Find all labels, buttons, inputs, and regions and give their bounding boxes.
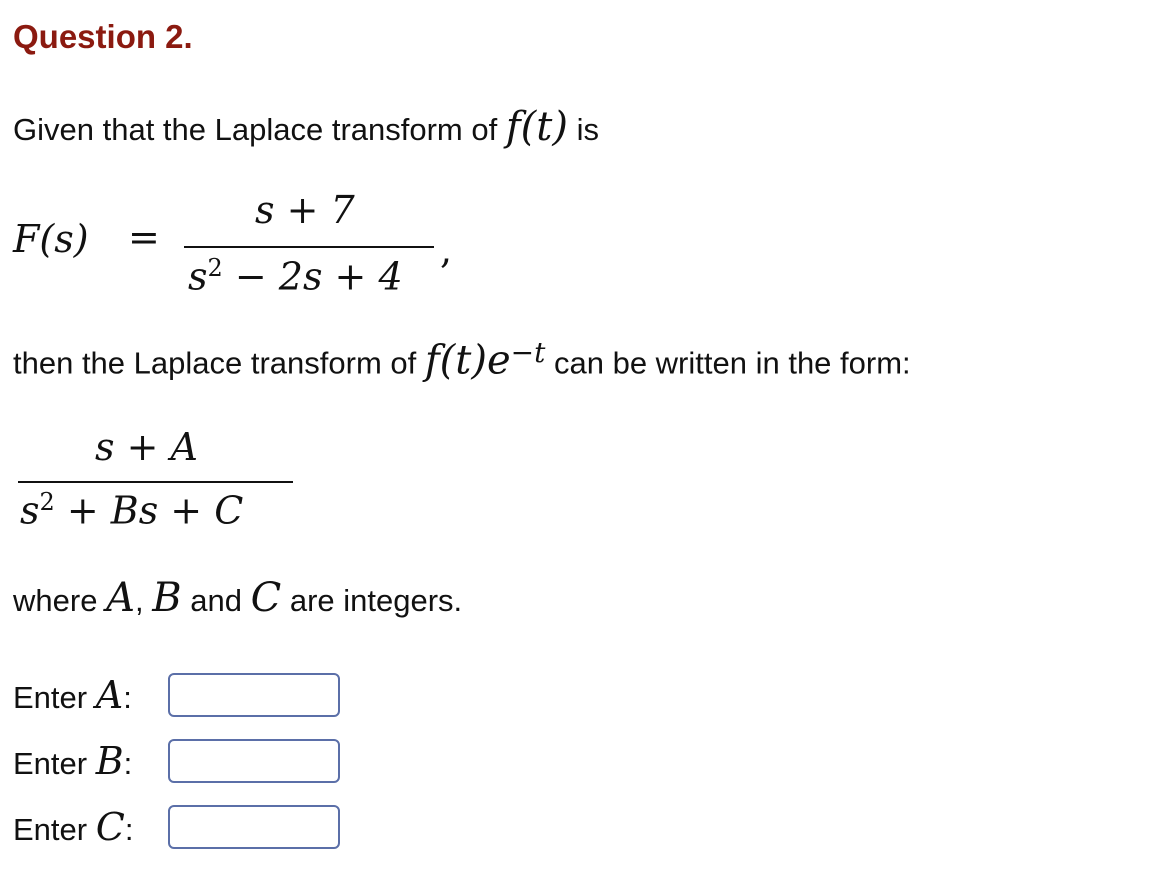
then-sentence	[13, 336, 911, 383]
given-fraction-bar	[184, 246, 434, 248]
field-label-c	[13, 805, 133, 849]
form-denominator	[20, 488, 243, 533]
form-den-s: s	[20, 488, 40, 533]
where-sentence	[13, 575, 462, 621]
given-equals: =	[128, 215, 160, 259]
field-label-prefix: Enter	[13, 746, 88, 781]
question-title: Question 2.	[13, 18, 193, 55]
given-den-s: s	[188, 254, 208, 299]
given-comma: ,	[440, 228, 453, 272]
where-suffix: are integers.	[289, 583, 463, 618]
form-den-exp: 2	[39, 488, 55, 516]
field-label-colon: :	[123, 680, 132, 715]
field-label-prefix: Enter	[13, 680, 88, 715]
form-den-rest: + Bs + C	[54, 488, 244, 533]
intro-sentence	[13, 104, 599, 150]
given-lhs: F(s)	[13, 217, 89, 261]
given-den-rest: − 2s + 4	[222, 254, 403, 299]
then-end: can be written in the form:	[553, 345, 911, 381]
field-label-var: B	[95, 739, 124, 783]
then-text: then the Laplace transform of	[13, 345, 417, 381]
given-numerator: s + 7	[255, 188, 355, 232]
field-label-var: C	[95, 805, 125, 849]
field-label-var: A	[95, 673, 124, 717]
answer-input-a[interactable]	[168, 673, 340, 717]
field-label-b	[13, 739, 132, 783]
where-var-c: C	[250, 575, 282, 621]
then-exp: −t	[510, 336, 546, 369]
form-fraction-bar	[18, 481, 293, 483]
given-den-exp: 2	[207, 254, 223, 282]
form-numerator: s + A	[95, 425, 198, 469]
given-denominator	[188, 254, 403, 299]
field-label-colon: :	[124, 812, 134, 847]
field-label-colon: :	[123, 746, 133, 781]
intro-end: is	[576, 112, 599, 147]
answer-input-c[interactable]	[168, 805, 340, 849]
intro-func: f(t)	[505, 104, 568, 150]
answer-input-b[interactable]	[168, 739, 340, 783]
where-var-a: A	[106, 575, 135, 621]
intro-text: Given that the Laplace transform of	[13, 112, 498, 147]
where-sep: ,	[134, 583, 144, 618]
where-var-b: B	[152, 575, 182, 621]
where-and: and	[190, 583, 242, 618]
then-func: f(t)e	[424, 337, 511, 384]
field-label-a	[13, 673, 132, 717]
where-prefix: where	[13, 583, 98, 618]
field-label-prefix: Enter	[13, 812, 88, 847]
